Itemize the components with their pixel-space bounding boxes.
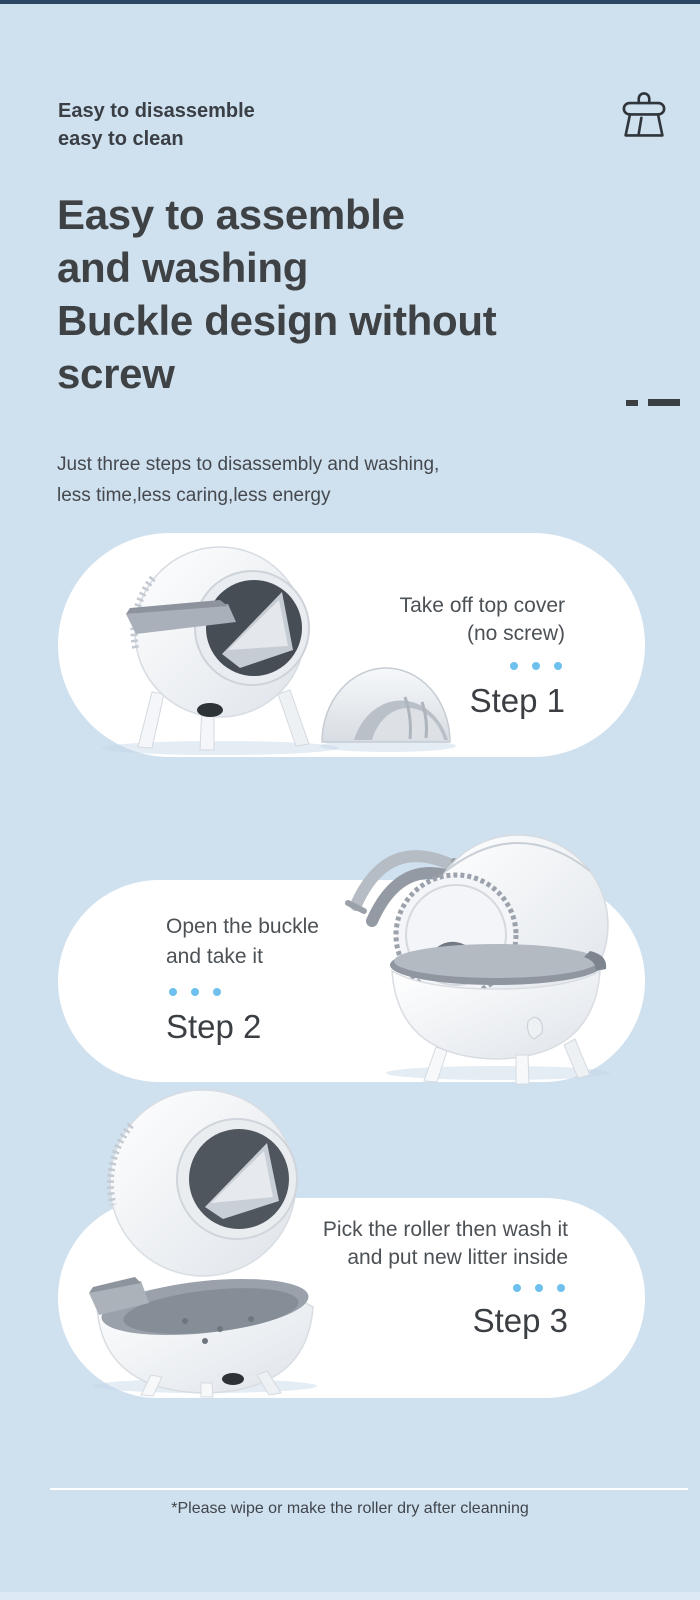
step-1-dots <box>510 662 562 670</box>
dot-icon <box>513 1284 521 1292</box>
short-dash <box>626 400 638 406</box>
step-3-label: Step 3 <box>472 1302 568 1339</box>
dot-icon <box>191 988 199 996</box>
step-2-caption-line-2: and take it <box>166 945 263 968</box>
dot-icon <box>213 988 221 996</box>
step-1-label: Step 1 <box>469 682 565 719</box>
step-2-label: Step 2 <box>166 1008 262 1045</box>
dot-icon <box>557 1284 565 1292</box>
step-1-text <box>400 592 565 720</box>
step-2-dots <box>169 988 221 996</box>
page-title <box>57 188 496 400</box>
open-base-illustration <box>89 1270 313 1397</box>
long-dash <box>648 399 680 406</box>
dot-icon <box>532 662 540 670</box>
litter-box-body-illustration <box>126 547 309 750</box>
step-2-text <box>166 912 319 1046</box>
subtitle-line-2: less time,less caring,less energy <box>57 485 331 506</box>
dot-icon <box>535 1284 543 1292</box>
step-2-product-image <box>328 805 648 1085</box>
dot-icon <box>169 988 177 996</box>
dash-decoration <box>626 399 686 407</box>
title-line-3: Buckle design without <box>57 297 497 344</box>
dot-icon <box>554 662 562 670</box>
eyebrow-line-2: easy to clean <box>58 128 184 150</box>
step-3-product-image <box>55 1083 355 1398</box>
subtitle <box>57 449 439 511</box>
bottom-edge-strip <box>0 1592 700 1600</box>
step-1-caption-line-2: (no screw) <box>466 622 565 645</box>
footer-divider <box>50 1488 688 1490</box>
title-line-4: screw <box>57 350 175 397</box>
step-3-text <box>323 1216 568 1340</box>
title-line-2: and washing <box>57 244 309 291</box>
eyebrow-line-1: Easy to disassemble <box>58 100 255 122</box>
dot-icon <box>510 662 518 670</box>
roller-drum-illustration <box>110 1090 297 1276</box>
step-3-caption-line-2: and put new litter inside <box>347 1246 568 1269</box>
step-3-dots <box>513 1284 565 1292</box>
eyebrow-heading <box>58 97 255 153</box>
footer-note: *Please wipe or make the roller dry after cleanning <box>171 1500 529 1517</box>
cleaning-brush-icon <box>616 88 672 146</box>
subtitle-line-1: Just three steps to disassembly and washing, <box>57 454 440 475</box>
step-2-caption-line-1: Open the buckle <box>166 915 319 938</box>
step-3-caption-line-1: Pick the roller then wash it <box>322 1218 568 1241</box>
step-1-caption-line-1: Take off top cover <box>399 594 565 617</box>
top-divider-bar <box>0 0 700 4</box>
title-line-1: Easy to assemble <box>57 191 405 238</box>
